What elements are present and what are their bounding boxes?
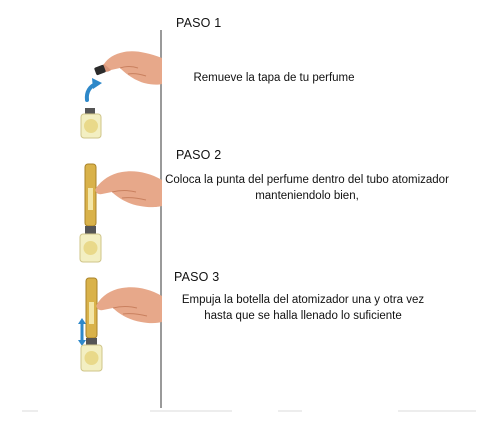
step-1-text [176, 70, 372, 86]
step-1-text-line-1: Remueve la tapa de tu perfume [193, 72, 355, 84]
up-down-arrows-icon [78, 318, 86, 346]
step-1-title: PASO 1 [176, 16, 222, 30]
step-2-text-line-2: manteniendolo bien, [255, 190, 359, 202]
hand-icon [95, 171, 162, 207]
step-3-text [158, 292, 448, 324]
step-1-illustration [68, 28, 162, 140]
bottom-separator [398, 410, 476, 412]
atomizer-tube-icon [86, 278, 97, 338]
step-2-title: PASO 2 [176, 148, 222, 162]
step-3-text-line-2: hasta que se halla llenado lo suficiente [204, 310, 402, 322]
bottom-separator [150, 410, 232, 412]
step-2-illustration [68, 158, 162, 266]
step-2-text-line-1: Coloca la punta del perfume dentro del tubo atomizador [165, 174, 449, 186]
perfume-bottle-icon [80, 226, 101, 262]
step-3-text-line-1: Empuja la botella del atomizador una y otra vez [181, 294, 425, 306]
hand-icon [101, 51, 162, 84]
atomizer-tube-icon [85, 164, 96, 226]
bottom-separator [278, 410, 302, 412]
step-3-illustration [68, 276, 162, 374]
perfume-bottle-icon [81, 108, 101, 138]
perfume-bottle-icon [81, 338, 102, 371]
arrow-icon [87, 78, 102, 100]
bottom-separator [22, 410, 38, 412]
step-3-title: PASO 3 [174, 270, 220, 284]
hand-icon [96, 287, 162, 323]
step-2-text [150, 172, 464, 204]
